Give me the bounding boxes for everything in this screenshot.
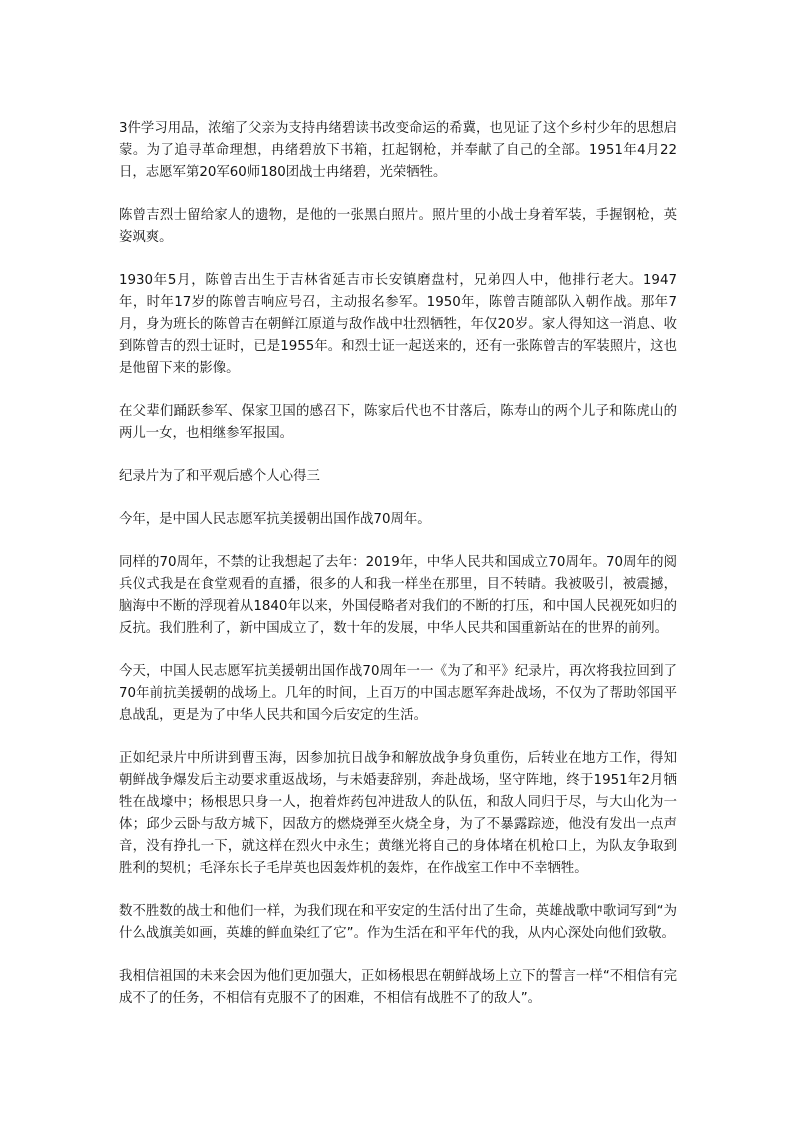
paragraph-8: 今天，中国人民志愿军抗美援朝出国作战70周年一一《为了和平》纪录片，再次将我拉回到了70年前抗美援朝的战场上。几年的时间，上百万的中国志愿军奔赴战场，不仅为了帮助邻国平息战乱，更是为了中华人民共和国今后安定的生活。 (119, 664, 677, 723)
paragraph-3: 1930年5月，陈曾吉出生于吉林省延吉市长安镇磨盘村，兄弟四人中，他排行老大。1947年，时年17岁的陈曾吉响应号召，主动报名参军。1950年，陈曾吉随部队入朝作战。那年7月，身为班长的陈曾吉在朝鲜江原道与敌作战中壮烈牺牲，年仅20岁。家人得知这一消息、收到陈曾吉的烈士证时，已是1955年。和烈士证一起送来的，还有一张陈曾吉的军装照片，这也是他留下来的影像。 (119, 273, 677, 376)
document-body (119, 118, 677, 1010)
paragraph-11: 我相信祖国的未来会因为他们更加强大，正如杨根思在朝鲜战场上立下的誓言一样“不相信有完成不了的任务，不相信有克服不了的困难，不相信有战胜不了的敌人”。 (119, 969, 677, 1006)
section-heading: 纪录片为了和平观后感个人心得三 (119, 469, 320, 484)
paragraph-6: 今年，是中国人民志愿军抗美援朝出国作战70周年。 (119, 512, 431, 527)
paragraph-1: 3件学习用品，浓缩了父亲为支持冉绪碧读书改变命运的希冀，也见证了这个乡村少年的思想启蒙。为了追寻革命理想，冉绪碧放下书箱，扛起钢枪，并奉献了自己的全部。1951年4月22日，志愿军第20军60师180团战士冉绪碧，光荣牺牲。 (119, 121, 677, 180)
paragraph-10: 数不胜数的战士和他们一样，为我们现在和平安定的生活付出了生命，英雄战歌中歌词写到“为什么战旗美如画，英雄的鲜血染红了它”。作为生活在和平年代的我，从内心深处向他们致敬。 (119, 904, 677, 941)
paragraph-2: 陈曾吉烈士留给家人的遗物，是他的一张黑白照片。照片里的小战士身着军装，手握钢枪，英姿飒爽。 (119, 208, 677, 245)
paragraph-4: 在父辈们踊跃参军、保家卫国的感召下，陈家后代也不甘落后，陈寿山的两个儿子和陈虎山的两儿一女，也相继参军报国。 (119, 404, 677, 441)
paragraph-7: 同样的70周年，不禁的让我想起了去年：2019年，中华人民共和国成立70周年。70周年的阅兵仪式我是在食堂观看的直播，很多的人和我一样坐在那里，目不转睛。我被吸引，被震撼，脑海中不断的浮现着从1840年以来，外国侵略者对我们的不断的打压，和中国人民视死如归的反抗。我们胜利了，新中国成立了，数十年的发展，中华人民共和国重新站在的世界的前列。 (119, 555, 677, 636)
paragraph-9: 正如纪录片中所讲到曹玉海，因参加抗日战争和解放战争身负重伤，后转业在地方工作，得知朝鲜战争爆发后主动要求重返战场，与未婚妻辞别，奔赴战场，坚守阵地，终于1951年2月牺牲在战壕中；杨根思只身一人，抱着炸药包冲进敌人的队伍，和敌人同归于尽，与大山化为一体；邱少云卧与敌方城下，因敌方的燃烧弹至火烧全身，为了不暴露踪迹，他没有发出一点声音，没有挣扎一下，就这样在烈火中永生；黄继光将自己的身体堵在机枪口上，为队友争取到胜利的契机；毛泽东长子毛岸英也因轰炸机的轰炸，在作战室工作中不幸牺牲。 (119, 751, 677, 876)
